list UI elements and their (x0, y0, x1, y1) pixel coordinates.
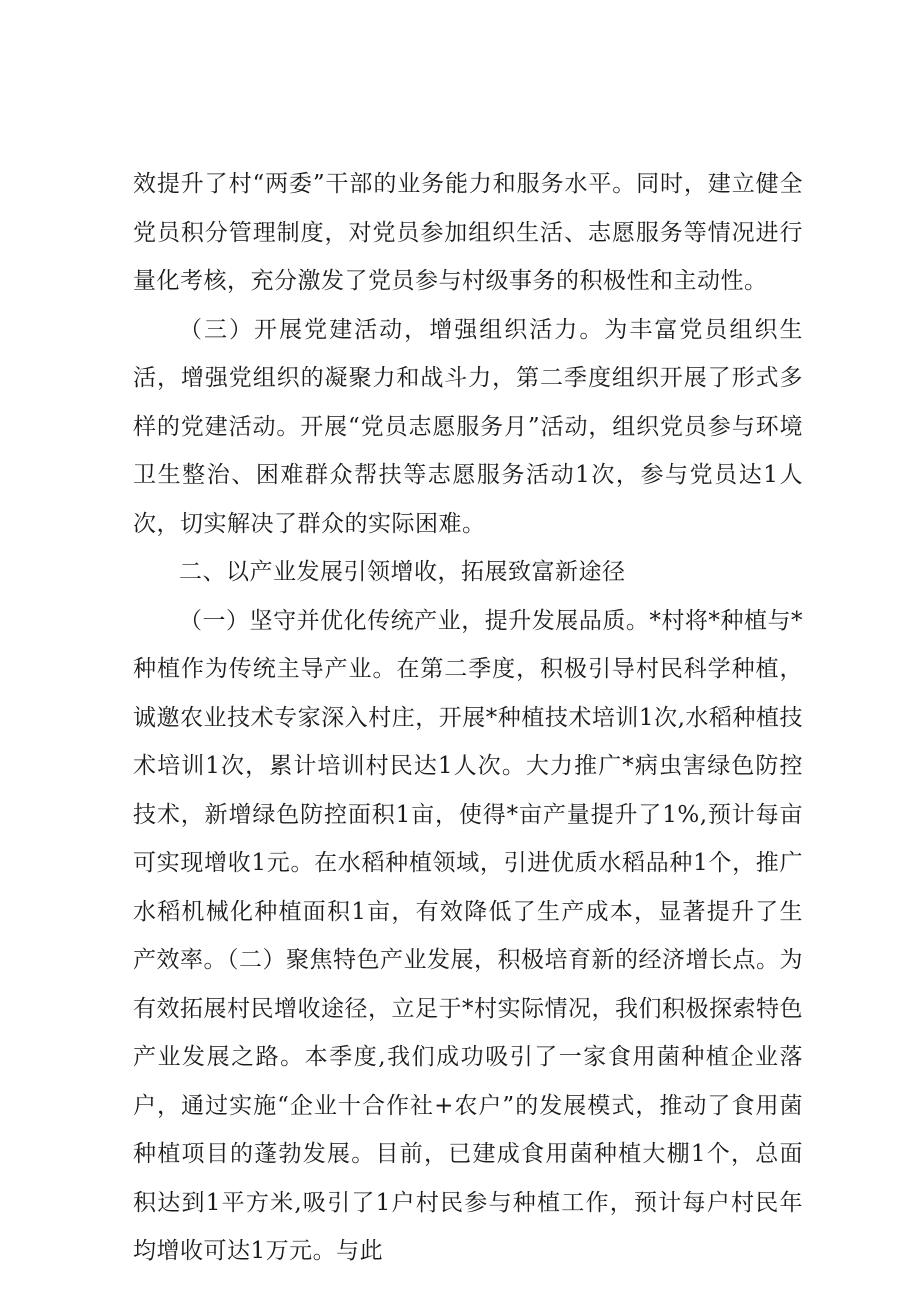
section-heading-industry: 二、以产业发展引领增收，拓展致富新途径 (179, 559, 626, 585)
paragraph-traditional-industry: （一）坚守并优化传统产业，提升发展品质。*村将*种植与*种植作为传统主导产业。在第二季度，积极引导村民科学种植，诚邀农业技术专家深入村庄，开展*种植技术培训1次,水稻种植技术培训1次，累计培训村民达1人次。大力推广*病虫害绿色防控技术，新增绿色防控面积1亩，使得*亩产量提升了1%,预计每亩可实现增收1元。在水稻种植领域，引进优质水稻品种1个，推广水稻机械化种植面积1亩，有效降低了生产成本，显著提升了生产效率。（二）聚焦特色产业发展，积极培育新的经济增长点。为有效拓展村民增收途径，立足于*村实际情况，我们积极探索特色产业发展之路。本季度,我们成功吸引了一家食用菌种植企业落户，通过实施“企业十合作社+农户”的发展模式，推动了食用菌种植项目的蓬勃发展。目前，已建成食用菌种植大棚1个，总面积达到1平方米,吸引了1户村民参与种植工作，预计每户村民年均增收可达1万元。与此 (133, 607, 803, 1264)
document-body (133, 160, 803, 1276)
paragraph-continuation: 效提升了村“两委”干部的业务能力和服务水平。同时，建立健全党员积分管理制度，对党员参加组织生活、志愿服务等情况进行量化考核，充分激发了党员参与村级事务的积极性和主动性。 (133, 171, 803, 294)
paragraph-party-activities: （三）开展党建活动，增强组织活力。为丰富党员组织生活，增强党组织的凝聚力和战斗力，第二季度组织开展了形式多样的党建活动。开展“党员志愿服务月”活动，组织党员参与环境卫生整治、困难群众帮扶等志愿服务活动1次，参与党员达1人次，切实解决了群众的实际困难。 (133, 316, 803, 537)
